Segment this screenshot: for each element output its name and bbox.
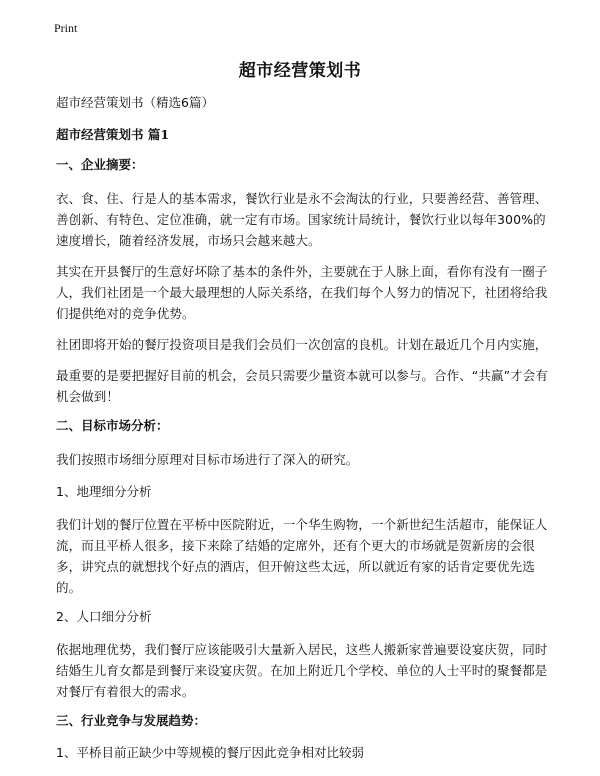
- item-demographic-analysis: 2、人口细分分析: [56, 609, 152, 624]
- print-link[interactable]: Print: [54, 21, 78, 35]
- heading-industry-competition: 三、行业竞争与发展趋势：: [56, 713, 207, 728]
- paragraph-segmentation: 我们按照市场细分原理对目标市场进行了深入的研究。: [56, 452, 359, 467]
- item-competition-weak: 1、平桥目前正缺少中等规模的餐厅因此竞争相对比较弱: [56, 745, 364, 760]
- item-geographic-analysis: 1、地理细分分析: [56, 484, 152, 499]
- document-body: [56, 94, 552, 775]
- paragraph-opportunity: 最重要的是要把握好目前的机会，会员只需要少量资本就可以参与。合作、“共赢”才会有机会做到！: [56, 368, 548, 404]
- heading-enterprise-summary: 一、企业摘要：: [56, 157, 144, 172]
- paragraph-investment-project: 社团即将开始的餐厅投资项目是我们会员们一次创富的良机。计划在最近几个月内实施，: [56, 337, 548, 352]
- paragraph-location: 我们计划的餐厅位置在平桥中医院附近，一个华生购物，一个新世纪生活超市，能保证人流，而且平桥人很多，接下来除了结婚的定席外，还有个更大的市场就是贺新房的会很多，讲究点的就想找个好点的酒店，但开俯这些太远，所以就近有家的话肯定要优先选的。: [56, 517, 548, 595]
- paragraph-geographic-advantage: 依据地理优势，我们餐厅应该能吸引大量新入居民，这些人搬新家普遍要设宴庆贺，同时结婚生儿育女都是到餐厅来设宴庆贺。在加上附近几个学校、单位的人士平时的聚餐都是对餐厅有着很大的需求。: [56, 642, 548, 699]
- section-title: 超市经营策划书 篇1: [56, 127, 170, 142]
- document-subtitle: 超市经营策划书（精选6篇）: [56, 95, 214, 110]
- heading-target-market: 二、目标市场分析：: [56, 418, 169, 433]
- document-title: 超市经营策划书: [238, 61, 362, 81]
- paragraph-connections: 其实在开县餐厅的生意好坏除了基本的条件外，主要就在于人脉上面，看你有没有一圈子人，我们社团是一个最大最理想的人际关系络，在我们每个人努力的情况下，社团将给我们提供绝对的竞争优势。: [56, 264, 548, 321]
- paragraph-basic-needs: 衣、食、住、行是人的基本需求，餐饮行业是永不会淘汰的行业，只要善经营、善管理、善创新、有特色、定位准确，就一定有市场。国家统计局统计，餐饮行业以每年300%的速度增长，随着经济发展，市场只会越来越大。: [56, 191, 548, 248]
